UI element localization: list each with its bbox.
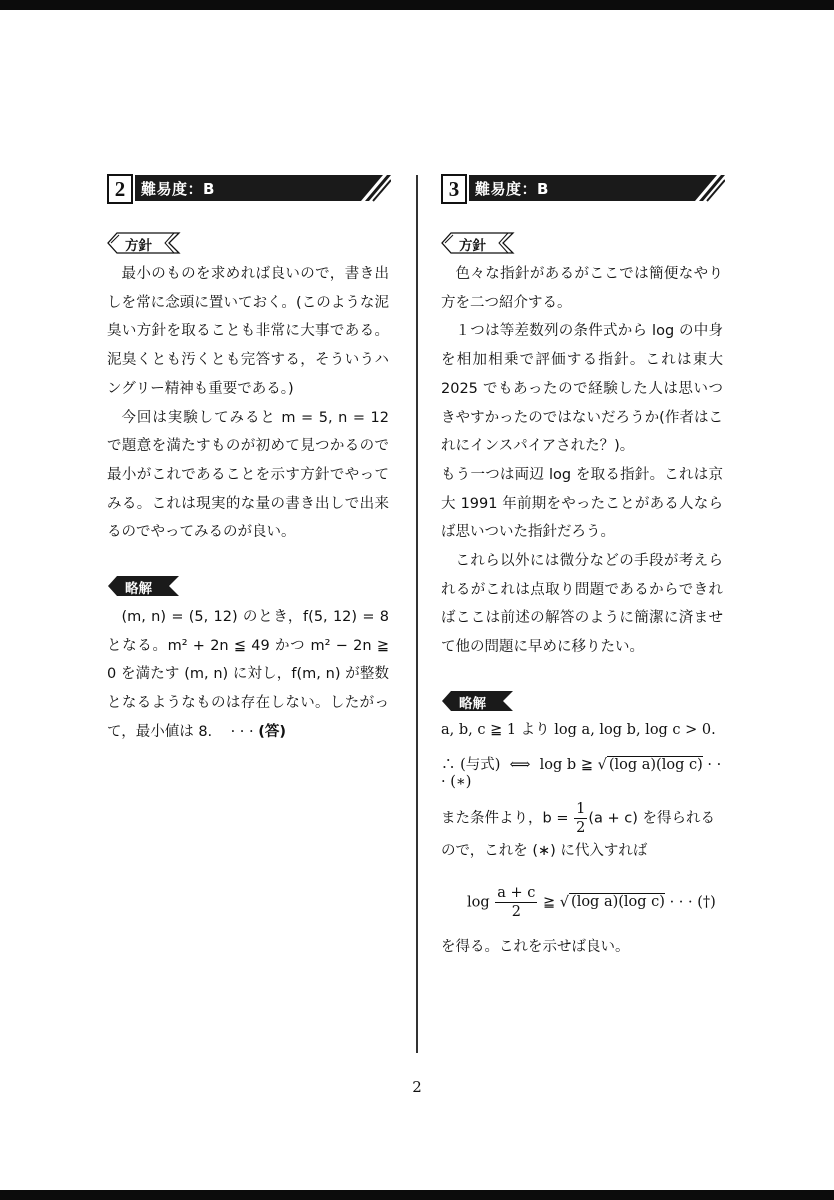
fraction-denominator: 2 (511, 903, 521, 920)
sqrt-sign: √ (559, 894, 570, 911)
problem-2-column (107, 174, 389, 747)
difficulty-label: 難易度：B (141, 180, 215, 198)
therefore-prefix: ∴ (与式) (441, 756, 501, 773)
sqrt-radicand: (log a)(log c) (608, 756, 703, 773)
fraction-a-plus-c-over-2 (495, 884, 537, 921)
equivalence-arrow: ⟺ (509, 756, 531, 773)
fraction-numerator: a + c (497, 884, 536, 901)
solution-line-3 (441, 800, 723, 837)
geq-sign: ≧ (543, 894, 556, 911)
problem-3-column (441, 174, 723, 961)
solution-body: (m, n) = (5, 12) のとき，f(5, 12) = 8 となる。m² + 2n ≦ 49 かつ m² − 2n ≧ 0 を満たす (m, n) に対し，f(m, n) が整数となるようなものは存在しない。したがって，最小値は 8. (107, 609, 389, 740)
inequality-lhs: log b ≧ (539, 756, 593, 773)
solution-tag (107, 575, 389, 597)
answer-dots: · · · (230, 723, 254, 740)
solution-line-2 (441, 753, 723, 790)
condition-text: また条件より，b = (441, 810, 569, 827)
policy-paragraph: １つは等差数列の条件式から log の中身を相加相乗で評価する指針。これは東大 2025 でもあったので経験した人は思いつきやすかったのではないだろうか(作者はこれにインスパイアされた？)。 (441, 323, 723, 455)
answer-label: (答) (258, 723, 287, 740)
policy-paragraph: 最小のものを求めれば良いので，書き出しを常に念頭に置いておく。(このような泥臭い方針を取ることも非常に大事である。泥臭くとも汚くとも完答する，そういうハングリー精神も重要である。) (107, 266, 389, 397)
policy-tag-label: 方針 (125, 238, 152, 254)
solution-line-5: を得る。これを示せば良い。 (441, 938, 630, 955)
policy-paragraph: これら以外には微分などの手段が考えられるがこれは点取り問題であるからできればここは前述の解答のように簡潔に済ませて他の問題に早めに移りたい。 (441, 553, 723, 656)
problem-3-header (441, 174, 723, 204)
fraction-one-half (574, 800, 587, 837)
problem-number: 2 (107, 174, 133, 204)
problem-number: 3 (441, 174, 467, 204)
top-border (0, 0, 834, 10)
policy-tag (441, 232, 723, 254)
sqrt-radicand: (log a)(log c) (571, 894, 665, 911)
problem-2-header (107, 174, 389, 204)
equation-tag: · · · (∗) (441, 756, 722, 790)
fraction-numerator: 1 (576, 800, 586, 817)
policy-paragraph: 色々な指針があるがここでは簡便なやり方を二つ紹介する。 (441, 266, 723, 311)
policy-paragraph: もう一つは両辺 log を取る指針。これは京大 1991 年前期をやったことがある人ならば思いついた指針だろう。 (441, 466, 723, 541)
policy-paragraph: 今回は実験してみると m = 5, n = 12 で題意を満たすものが初めて見つかるので最小がこれであることを示す方針でやってみる。これは現実的な量の書き出しで出来るのでやってみるのが良い。 (107, 409, 389, 541)
solution-tag-label: 略解 (125, 581, 152, 598)
policy-tag-label: 方針 (459, 238, 486, 254)
column-divider (416, 175, 418, 1053)
bottom-border (0, 1190, 834, 1200)
display-equation (467, 884, 723, 921)
solution-line-1: a, b, c ≧ 1 より log a, log b, log c > 0. (441, 721, 716, 738)
solution-tag-label: 略解 (459, 695, 486, 712)
page-number: 2 (412, 1078, 422, 1096)
difficulty-label: 難易度：B (475, 180, 549, 198)
condition-tail: (a + c) を得られる (588, 810, 715, 827)
solution-line-4: ので，これを (∗) に代入すれば (441, 842, 648, 859)
equation-tag: · · · (†) (669, 894, 716, 911)
fraction-denominator: 2 (576, 819, 586, 836)
solution-text (107, 603, 389, 747)
sqrt-sign: √ (597, 756, 607, 773)
solution-tag (441, 690, 723, 712)
log-operator: log (467, 894, 490, 911)
policy-tag (107, 232, 389, 254)
